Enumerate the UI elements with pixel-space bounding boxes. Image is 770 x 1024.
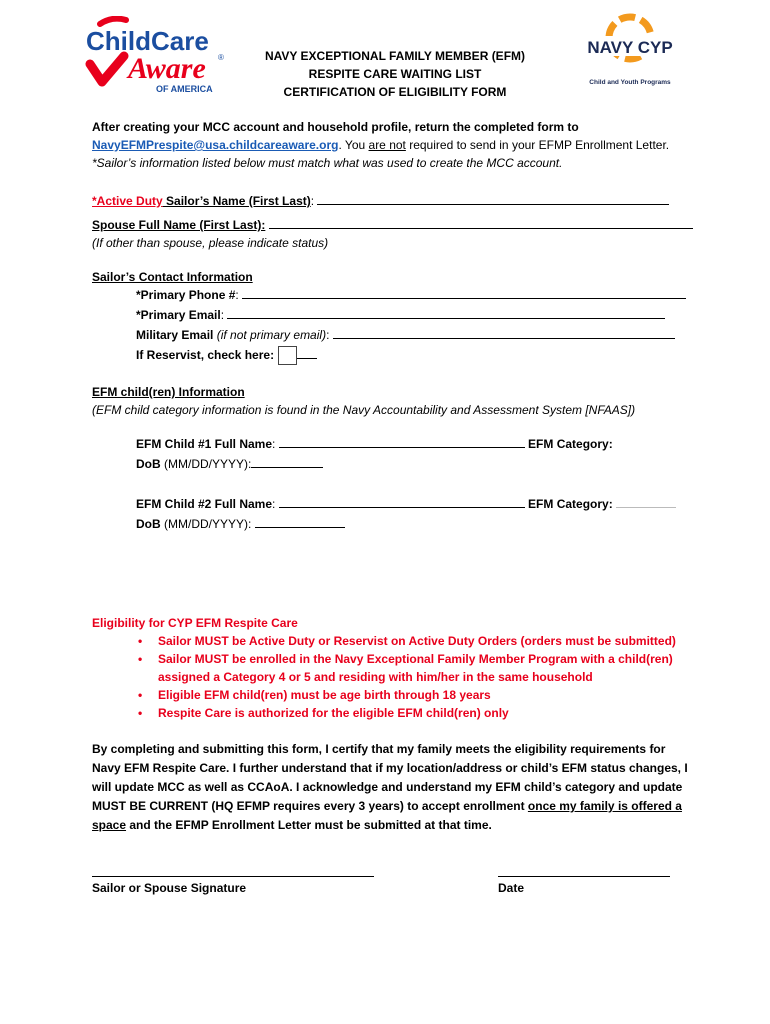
spouse-block bbox=[92, 216, 693, 252]
signature-label: Sailor or Spouse Signature bbox=[92, 881, 247, 895]
intro-line-2-text-a: . You bbox=[338, 138, 369, 152]
eligibility-item-1: • Sailor MUST be Active Duty or Reservist on Active Duty Orders (orders must be submitted) bbox=[136, 632, 676, 650]
contact-fields: *Primary Phone #: *Primary Email: Military Email (if not primary email): If Reservist, check here: bbox=[136, 286, 686, 365]
logo-registered-mark: ® bbox=[218, 53, 224, 62]
signature-line[interactable] bbox=[92, 876, 374, 877]
eligibility-list-continued bbox=[136, 686, 676, 722]
child-2-category-field[interactable] bbox=[616, 495, 676, 508]
spouse-note: (If other than spouse, please indicate status) bbox=[92, 236, 329, 250]
logo-text-childcare: ChildCare bbox=[86, 26, 209, 56]
child-2-dob-field[interactable] bbox=[255, 515, 345, 528]
child-1-name-label: EFM Child #1 Full Name bbox=[136, 437, 273, 451]
child-2-name-field[interactable] bbox=[279, 495, 525, 508]
intro-line-2 bbox=[92, 136, 669, 154]
contact-heading bbox=[92, 268, 253, 286]
eligibility-block bbox=[92, 614, 676, 722]
respite-email-link[interactable]: NavyEFMPrespite@usa.childcareaware.org bbox=[92, 138, 339, 152]
certification-block bbox=[92, 740, 688, 835]
intro-line-1: After creating your MCC account and household profile, return the completed form to bbox=[92, 120, 579, 134]
intro-are-not: are not bbox=[368, 138, 406, 152]
sailor-name-colon: : bbox=[310, 194, 315, 208]
sailor-name-label: Sailor’s Name (First Last) bbox=[162, 194, 311, 208]
child-2-name-label: EFM Child #2 Full Name bbox=[136, 497, 273, 511]
date-label: Date bbox=[498, 881, 525, 895]
children-heading: EFM child(ren) Information bbox=[92, 385, 245, 399]
title-line-3: CERTIFICATION OF ELIGIBILITY FORM bbox=[283, 85, 507, 99]
child-1-dob-format: (MM/DD/YYYY) bbox=[160, 457, 249, 471]
military-email-label: Military Email bbox=[136, 328, 214, 342]
spouse-name-field[interactable] bbox=[269, 216, 693, 229]
date-line[interactable] bbox=[498, 876, 670, 877]
child-2-dob-format: (MM/DD/YYYY) bbox=[160, 517, 249, 531]
intro-line-3: *Sailor’s information listed below must match what was used to create the MCC account. bbox=[92, 156, 563, 170]
active-duty-label: *Active Duty bbox=[92, 194, 163, 208]
eligibility-item-4: • Respite Care is authorized for the eligible EFM child(ren) only bbox=[136, 704, 676, 722]
certification-line-2: Navy EFM Respite Care. I further understand that if my location/address or child’s EFM status changes, I bbox=[92, 761, 688, 775]
child-2-dob-label: DoB bbox=[136, 517, 161, 531]
child-1-block: EFM Child #1 Full Name: EFM Category: DoB (MM/DD/YYYY): bbox=[136, 437, 613, 471]
eligibility-heading: Eligibility for CYP EFM Respite Care bbox=[92, 616, 298, 630]
primary-phone-label: *Primary Phone # bbox=[136, 288, 236, 302]
military-email-note: (if not primary email) bbox=[213, 328, 327, 342]
title-line-2: RESPITE CARE WAITING LIST bbox=[308, 67, 482, 81]
sailor-name-field[interactable] bbox=[317, 192, 669, 205]
eligibility-item-3: • Eligible EFM child(ren) must be age birth through 18 years bbox=[136, 686, 676, 704]
intro-block bbox=[92, 118, 669, 172]
logo-text-navy-cyp: NAVY CYP bbox=[587, 38, 673, 57]
certification-line-5: and the EFMP Enrollment Letter must be submitted at that time. bbox=[126, 818, 492, 832]
logo-text-cyp-subtitle: Child and Youth Programs bbox=[589, 79, 671, 86]
child-1-dob-field[interactable] bbox=[251, 455, 323, 468]
certification-space: space bbox=[92, 818, 127, 832]
military-email-field[interactable] bbox=[333, 326, 675, 339]
children-block bbox=[92, 383, 635, 419]
children-note: (EFM child category information is found in the Navy Accountability and Assessment System [NFAAS]) bbox=[92, 403, 636, 417]
title-line-1: NAVY EXCEPTIONAL FAMILY MEMBER (EFM) bbox=[264, 49, 526, 63]
child-1-name-field[interactable] bbox=[279, 435, 525, 448]
navy-cyp-logo bbox=[580, 12, 680, 94]
logo-text-of-america: OF AMERICA bbox=[156, 84, 213, 94]
reservist-checkbox[interactable] bbox=[278, 346, 297, 365]
contact-heading-text: Sailor’s Contact Information bbox=[92, 270, 253, 284]
reservist-label: If Reservist, check here: bbox=[136, 348, 275, 362]
primary-email-field[interactable] bbox=[227, 306, 665, 319]
sailor-name-row bbox=[92, 192, 669, 210]
certification-line-1: By completing and submitting this form, I certify that my family meets the eligibility requirements for bbox=[92, 742, 666, 756]
logo-text-aware: Aware bbox=[128, 52, 206, 85]
child-1-dob-label: DoB bbox=[136, 457, 161, 471]
certification-line-3: will update MCC as well as CCAoA. I acknowledge and understand my EFM child’s category and update bbox=[92, 780, 683, 794]
eligibility-item-2-continued: assigned a Category 4 or 5 and residing with him/her in the same household bbox=[158, 670, 593, 684]
spouse-name-label: Spouse Full Name (First Last): bbox=[92, 218, 266, 232]
child-2-block: EFM Child #2 Full Name: EFM Category: DoB (MM/DD/YYYY): bbox=[136, 495, 676, 533]
certification-once-offered: once my family is offered a bbox=[527, 799, 682, 813]
reservist-line bbox=[297, 346, 317, 359]
document-title bbox=[200, 47, 590, 101]
primary-phone-field[interactable] bbox=[242, 286, 686, 299]
child-1-category-label: EFM Category: bbox=[528, 437, 613, 451]
intro-line-2-text-b: required to send in your EFMP Enrollment Letter. bbox=[405, 138, 670, 152]
certification-line-4: MUST BE CURRENT (HQ EFMP requires every 3 years) to accept enrollment bbox=[92, 799, 528, 813]
child-2-category-label: EFM Category: bbox=[528, 497, 613, 511]
eligibility-list bbox=[136, 632, 676, 668]
primary-email-label: *Primary Email bbox=[136, 308, 221, 322]
eligibility-item-2: • Sailor MUST be enrolled in the Navy Exceptional Family Member Program with a child(ren) bbox=[136, 650, 676, 668]
